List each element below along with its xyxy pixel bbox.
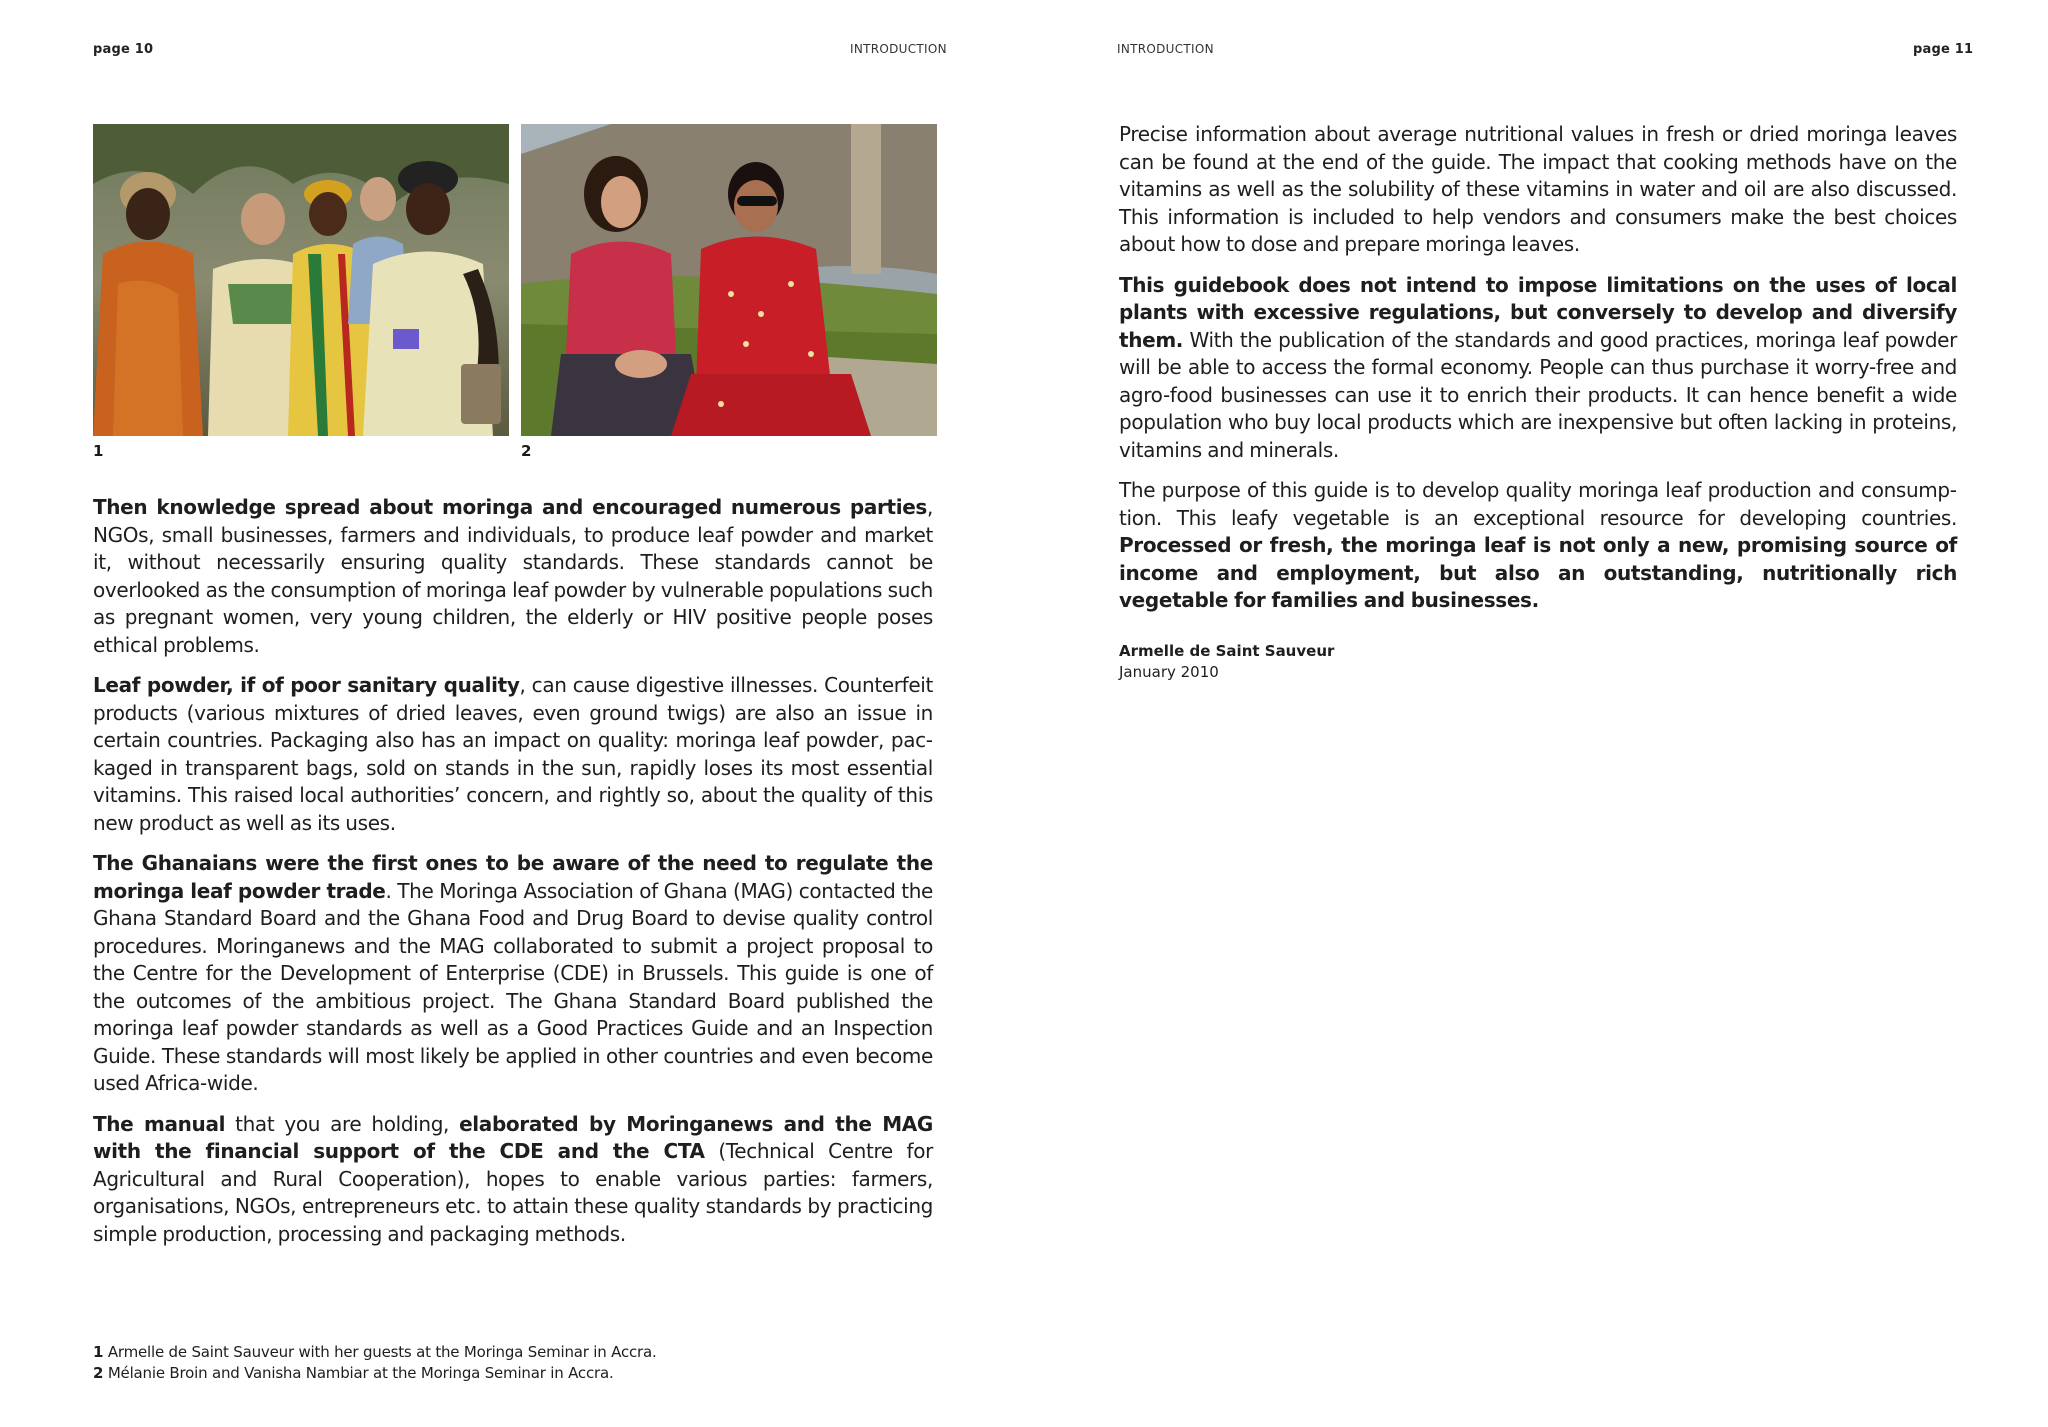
paragraph bbox=[1119, 477, 1957, 615]
text-run: Precise information about average nutritional values in fresh or dried moringa leaves can be found at the end of the guide. The impact that cooking methods have on the vitamins as well as the solubility of these vitamins in water and oil are also discussed. This information is included to help vendors and consumers make the best choices about how to dose and prepare moringa leaves. bbox=[1119, 122, 1957, 256]
text-run: With the publication of the standards and good practices, moringa leaf powder will be able to access the formal economy. People can thus purchase it worry-free and agro-food businesses can use it to enrich their products. It can hence benefit a wide population who buy local products which are inexpensive but often lacking in proteins, vitamins and minerals. bbox=[1119, 327, 1957, 462]
photo-1-label: 1 bbox=[93, 442, 104, 460]
paragraph bbox=[1119, 272, 1957, 465]
bold-run: The Ghanaians were the first ones to be aware of the need to regulate the moringa leaf powder trade bbox=[93, 851, 933, 903]
photo-1-group-at-seminar bbox=[93, 124, 509, 436]
paragraph bbox=[93, 494, 933, 659]
bold-run: This guidebook does not intend to impose limitations on the uses of local plants with excessive regulations, but conversely to develop and diversify them. bbox=[1119, 272, 1957, 352]
photo-2-two-women-seated bbox=[521, 124, 937, 436]
running-head-right: INTRODUCTION bbox=[1117, 42, 1214, 56]
paragraph bbox=[93, 672, 933, 837]
paragraph bbox=[93, 1111, 933, 1249]
page-number-left: page 10 bbox=[93, 42, 154, 57]
text-run: (Technical Centre for Agricultural and Rural Cooperation), hopes to enable various parties: farmers, organisations, NGOs, entrepreneurs etc. to attain these quality standards by practicing simple production, processing and packaging methods. bbox=[93, 1139, 933, 1246]
paragraph bbox=[93, 850, 933, 1098]
signature-date: January 2010 bbox=[1119, 663, 1219, 681]
author-signature bbox=[1119, 641, 1334, 683]
text-run: that you are holding, bbox=[225, 1111, 460, 1136]
author-name: Armelle de Saint Sauveur bbox=[1119, 642, 1335, 660]
text-run: The purpose of this guide is to develop quality moringa leaf production and consumption. This leafy vegetable is an exceptional resource for developing countries. bbox=[1119, 478, 1957, 530]
left-body-text bbox=[93, 494, 933, 1261]
bold-run: elaborated by Moringanews and the MAG with the financial support of the CDE and the CTA bbox=[93, 1111, 933, 1163]
caption-2: 2 Mélanie Broin and Vanisha Nambiar at the Moringa Seminar in Accra. bbox=[93, 1364, 614, 1382]
right-page bbox=[1024, 0, 2048, 1427]
photo-captions bbox=[93, 1342, 933, 1384]
page-number-right: page 11 bbox=[1913, 42, 1974, 57]
caption-1: 1 Armelle de Saint Sauveur with her guests at the Moringa Seminar in Accra. bbox=[93, 1343, 657, 1361]
photo-2-label: 2 bbox=[521, 442, 532, 460]
bold-run: Processed or fresh, the moringa leaf is not only a new, promising source of income and employment, but also an outstanding, nutritionally rich vegetable for families and businesses. bbox=[1119, 533, 1957, 612]
bold-run: Leaf powder, if of poor sanitary quality bbox=[93, 673, 520, 697]
right-body-text bbox=[1119, 121, 1957, 628]
running-head-left: INTRODUCTION bbox=[850, 42, 947, 56]
bold-run: Then knowledge spread about moringa and encouraged numerous parties bbox=[93, 495, 927, 519]
text-run: . The Moringa Association of Ghana (MAG) contacted the Ghana Standard Board and the Ghana Food and Drug Board to devise quality control procedures. Moringanews and the MAG collaborated to submit a project proposal to the Centre for the Development of Enterprise (CDE) in Brussels. This guide is one of the outcomes of the ambitious project. The Ghana Standard Board published the moringa leaf powder standards as well as a Good Practices Guide and an Inspection Guide. These standards will most likely be applied in other countries and even become used Africa-wide. bbox=[93, 878, 933, 1095]
text-run: , NGOs, small businesses, farmers and individuals, to produce leaf powder and market it, without necessarily ensuring quality standards. These standards cannot be overlooked as the consumption of moringa leaf powder by vulnerable populations such as pregnant women, very young children, the elderly or HIV positive people poses ethical problems. bbox=[93, 495, 933, 657]
paragraph bbox=[1119, 121, 1957, 259]
bold-run: The manual bbox=[93, 1111, 226, 1136]
text-run: , can cause digestive illnesses. Counterfeit products (various mixtures of dried leaves, even ground twigs) are also an issue in certain countries. Packaging also has an impact on quality: moringa leaf powder, packaged in transparent bags, sold on stands in the sun, rapidly loses its most essential vitamins. This raised local authorities’ concern, and rightly so, about the quality of this new product as well as its uses. bbox=[93, 673, 933, 835]
